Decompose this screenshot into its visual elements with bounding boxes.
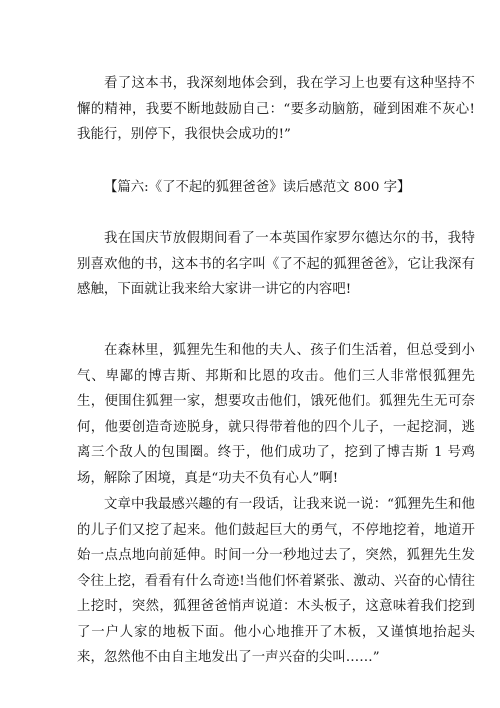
paragraph-reflection: 看了这本书，我深刻地体会到，我在学习上也要有这种坚持不懈的精神，我要不断地鼓励自己：“要多动脑筋，碰到困难不灰心!我能行，别停下，我很快会成功的!” xyxy=(77,76,475,142)
section-title: 【篇六:《了不起的狐狸爸爸》读后感范文 800 字】 xyxy=(104,180,411,195)
paragraph-story-summary: 在森林里，狐狸先生和他的夫人、孩子们生活着，但总受到小气、卑鄙的博吉斯、邦斯和比恩的攻击。他们三人非常恨狐狸先生，便围住狐狸一家，想要攻击他们，饿死他们。狐狸先生无可奈何，他要创造奇迹脱身，就只得带着他的四个儿子，一起挖洞，逃离三个敌人的包围圈。终于，他们成功了，挖到了博吉斯 1 号鸡场，解除了困境，真是“功夫不负有心人”啊! xyxy=(77,343,475,486)
paragraph-favorite-passage: 文章中我最感兴趣的有一段话，让我来说一说：“狐狸先生和他的儿子们又挖了起来。他们鼓起巨大的勇气，不停地挖着，地道开始一点点地向前延伸。时间一分一秒地过去了，突然，狐狸先生发令往上挖，看看有什么奇迹!当他们怀着紧张、激动、兴奋的心情往上挖时，突然，狐狸爸爸悄声说道：木头板子，这意味着我们挖到了一户人家的地板下面。他小心地推开了木板，又谨慎地抬起头来，忽然他不由自主地发出了一声兴奋的尖叫……” xyxy=(77,497,475,665)
paragraph-introduction: 我在国庆节放假期间看了一本英国作家罗尔德达尔的书，我特别喜欢他的书，这本书的名字叫《了不起的狐狸爸爸》，它让我深有感触，下面就让我来给大家讲一讲它的内容吧! xyxy=(77,231,475,297)
